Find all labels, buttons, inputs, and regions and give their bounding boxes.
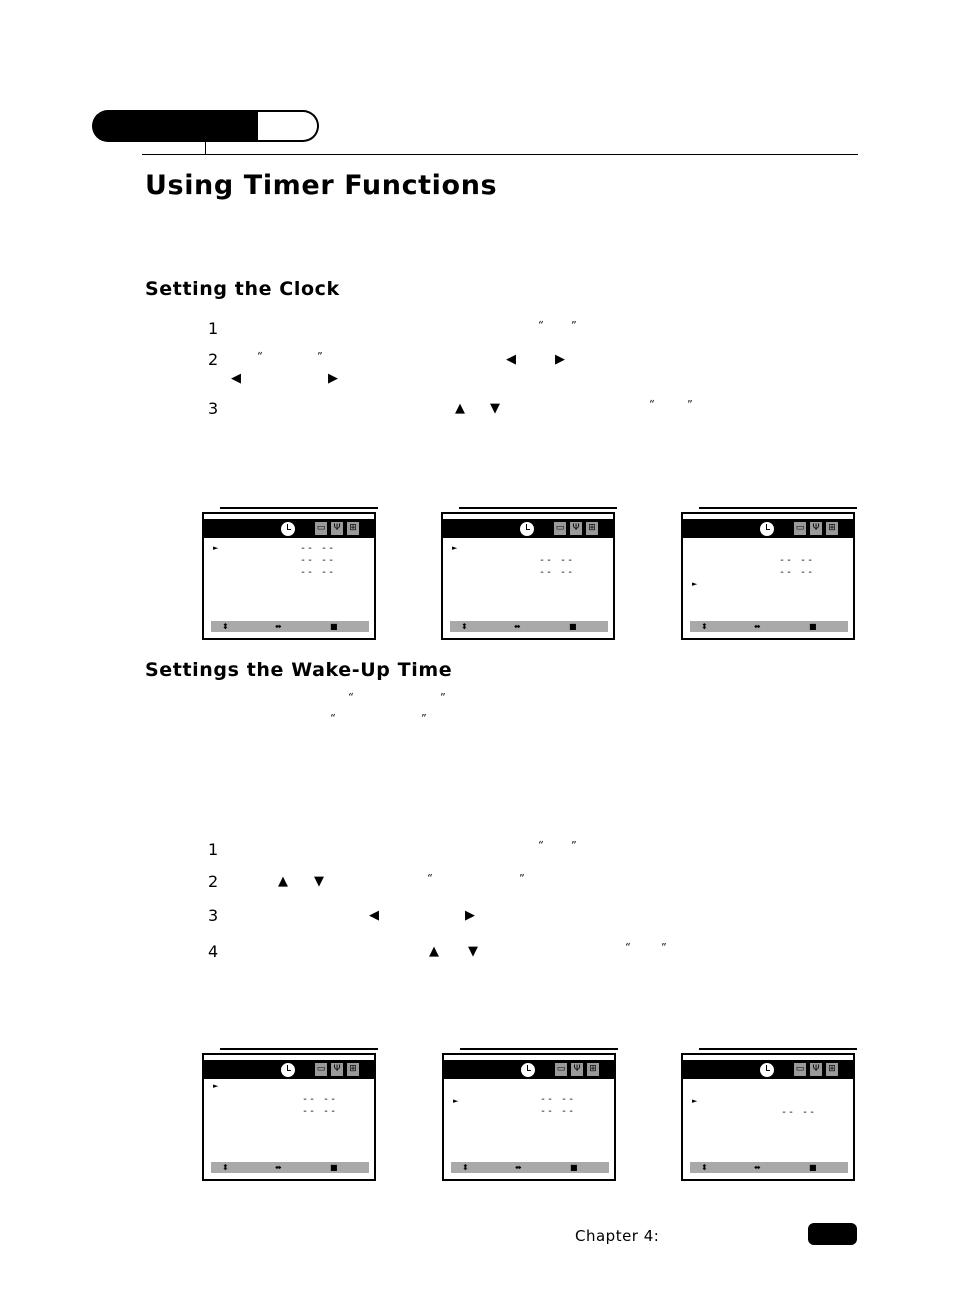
right-arrow-icon: ▶ — [555, 352, 565, 367]
gift-icon: ⊞ — [825, 521, 839, 536]
time-field: -- -- — [300, 567, 336, 578]
quote-close: ” — [571, 839, 577, 852]
quote-close: ” — [687, 398, 693, 411]
clock-heading: Setting the Clock — [145, 278, 340, 300]
stop-icon: ■ — [809, 622, 817, 631]
gift-icon: ⊞ — [586, 1062, 600, 1077]
page-title: Using Timer Functions — [145, 170, 498, 201]
down-arrow-icon: ▼ — [490, 401, 500, 416]
up-arrow-icon: ▲ — [455, 401, 465, 416]
osd-footer — [211, 621, 369, 632]
clock-step-1-number: 1 — [208, 319, 219, 338]
tools-icon: Ψ — [809, 521, 823, 536]
up-arrow-icon: ▲ — [429, 944, 439, 959]
leftright-icon: ⬌ — [754, 1163, 761, 1172]
time-field: -- -- — [539, 567, 575, 578]
quote-open: “ — [257, 350, 263, 363]
time-field: -- -- — [540, 1094, 576, 1105]
tv-icon: ▭ — [314, 1062, 328, 1077]
right-arrow-icon: ▶ — [465, 908, 475, 923]
quote-open: “ — [625, 941, 631, 954]
leftright-icon: ⬌ — [754, 622, 761, 631]
tools-icon: Ψ — [330, 1062, 344, 1077]
clock-step-2-number: 2 — [208, 350, 219, 369]
osd-screen-clock-3 — [681, 512, 855, 640]
up-arrow-icon: ▲ — [278, 874, 288, 889]
wakeup-step-4-number: 4 — [208, 942, 219, 961]
pointer-icon: ► — [213, 544, 219, 552]
osd-footer — [451, 1162, 609, 1173]
header-tab-dark — [92, 110, 262, 142]
wakeup-step-1-number: 1 — [208, 840, 219, 859]
left-arrow-icon: ◀ — [506, 352, 516, 367]
gift-icon: ⊞ — [346, 1062, 360, 1077]
clock-icon — [759, 1062, 775, 1078]
leftright-icon: ⬌ — [275, 622, 282, 631]
pointer-icon: ► — [213, 1082, 219, 1090]
gift-icon: ⊞ — [585, 521, 599, 536]
osd-footer — [211, 1162, 369, 1173]
updown-icon: ⬍ — [701, 1163, 708, 1172]
tools-icon: Ψ — [569, 521, 583, 536]
updown-icon: ⬍ — [222, 622, 229, 631]
updown-icon: ⬍ — [461, 622, 468, 631]
quote-close: ” — [317, 350, 323, 363]
quote-close: ” — [519, 872, 525, 885]
left-arrow-icon: ◀ — [369, 908, 379, 923]
osd-screen-wakeup-2 — [442, 1053, 616, 1181]
quote-open: “ — [330, 712, 336, 725]
tv-icon: ▭ — [793, 1062, 807, 1077]
osd-top-line — [220, 507, 378, 509]
tv-icon: ▭ — [793, 521, 807, 536]
stop-icon: ■ — [330, 622, 338, 631]
time-field: -- -- — [302, 1094, 338, 1105]
clock-icon — [280, 1062, 296, 1078]
quote-close: ” — [440, 691, 446, 704]
osd-top-line — [460, 1048, 618, 1050]
tv-icon: ▭ — [554, 1062, 568, 1077]
osd-screen-wakeup-1 — [202, 1053, 376, 1181]
osd-screen-wakeup-3 — [681, 1053, 855, 1181]
quote-close: ” — [421, 712, 427, 725]
pointer-icon: ► — [692, 1097, 698, 1105]
pointer-icon: ► — [692, 580, 698, 588]
quote-open: “ — [427, 872, 433, 885]
updown-icon: ⬍ — [222, 1163, 229, 1172]
osd-footer — [690, 1162, 848, 1173]
stop-icon: ■ — [809, 1163, 817, 1172]
wakeup-step-2-number: 2 — [208, 872, 219, 891]
pointer-icon: ► — [453, 1097, 459, 1105]
osd-top-line — [459, 507, 617, 509]
leftright-icon: ⬌ — [514, 622, 521, 631]
osd-screen-clock-1 — [202, 512, 376, 640]
time-field: -- -- — [300, 543, 336, 554]
time-field: -- -- — [539, 555, 575, 566]
gift-icon: ⊞ — [825, 1062, 839, 1077]
down-arrow-icon: ▼ — [314, 874, 324, 889]
updown-icon: ⬍ — [701, 622, 708, 631]
clock-step-3-number: 3 — [208, 399, 219, 418]
down-arrow-icon: ▼ — [468, 944, 478, 959]
page-number-tab — [808, 1223, 857, 1245]
stop-icon: ■ — [569, 622, 577, 631]
leftright-icon: ⬌ — [515, 1163, 522, 1172]
tools-icon: Ψ — [570, 1062, 584, 1077]
right-arrow-icon: ▶ — [328, 371, 338, 386]
osd-footer — [690, 621, 848, 632]
quote-open: “ — [348, 691, 354, 704]
header-rule — [142, 154, 858, 155]
clock-icon — [280, 521, 296, 537]
quote-close: ” — [661, 941, 667, 954]
osd-screen-clock-2 — [441, 512, 615, 640]
left-arrow-icon: ◀ — [231, 371, 241, 386]
osd-top-line — [699, 1048, 857, 1050]
quote-open: “ — [538, 319, 544, 332]
stop-icon: ■ — [570, 1163, 578, 1172]
header-tab-light — [258, 110, 319, 142]
time-field: -- -- — [779, 555, 815, 566]
time-field: -- -- — [300, 555, 336, 566]
header-tick — [205, 142, 206, 155]
quote-open: “ — [538, 839, 544, 852]
quote-open: “ — [649, 398, 655, 411]
clock-icon — [520, 1062, 536, 1078]
updown-icon: ⬍ — [462, 1163, 469, 1172]
clock-icon — [759, 521, 775, 537]
osd-top-line — [220, 1048, 378, 1050]
wakeup-heading: Settings the Wake-Up Time — [145, 659, 453, 681]
time-field: -- -- — [302, 1106, 338, 1117]
chapter-label: Chapter 4: — [575, 1227, 660, 1245]
gift-icon: ⊞ — [346, 521, 360, 536]
time-field: -- -- — [781, 1107, 817, 1118]
tv-icon: ▭ — [314, 521, 328, 536]
wakeup-step-3-number: 3 — [208, 906, 219, 925]
osd-top-line — [699, 507, 857, 509]
time-field: -- -- — [779, 567, 815, 578]
tv-icon: ▭ — [553, 521, 567, 536]
pointer-icon: ► — [452, 544, 458, 552]
quote-close: ” — [571, 319, 577, 332]
clock-icon — [519, 521, 535, 537]
stop-icon: ■ — [330, 1163, 338, 1172]
time-field: -- -- — [540, 1106, 576, 1117]
osd-footer — [450, 621, 608, 632]
tools-icon: Ψ — [330, 521, 344, 536]
tools-icon: Ψ — [809, 1062, 823, 1077]
leftright-icon: ⬌ — [275, 1163, 282, 1172]
